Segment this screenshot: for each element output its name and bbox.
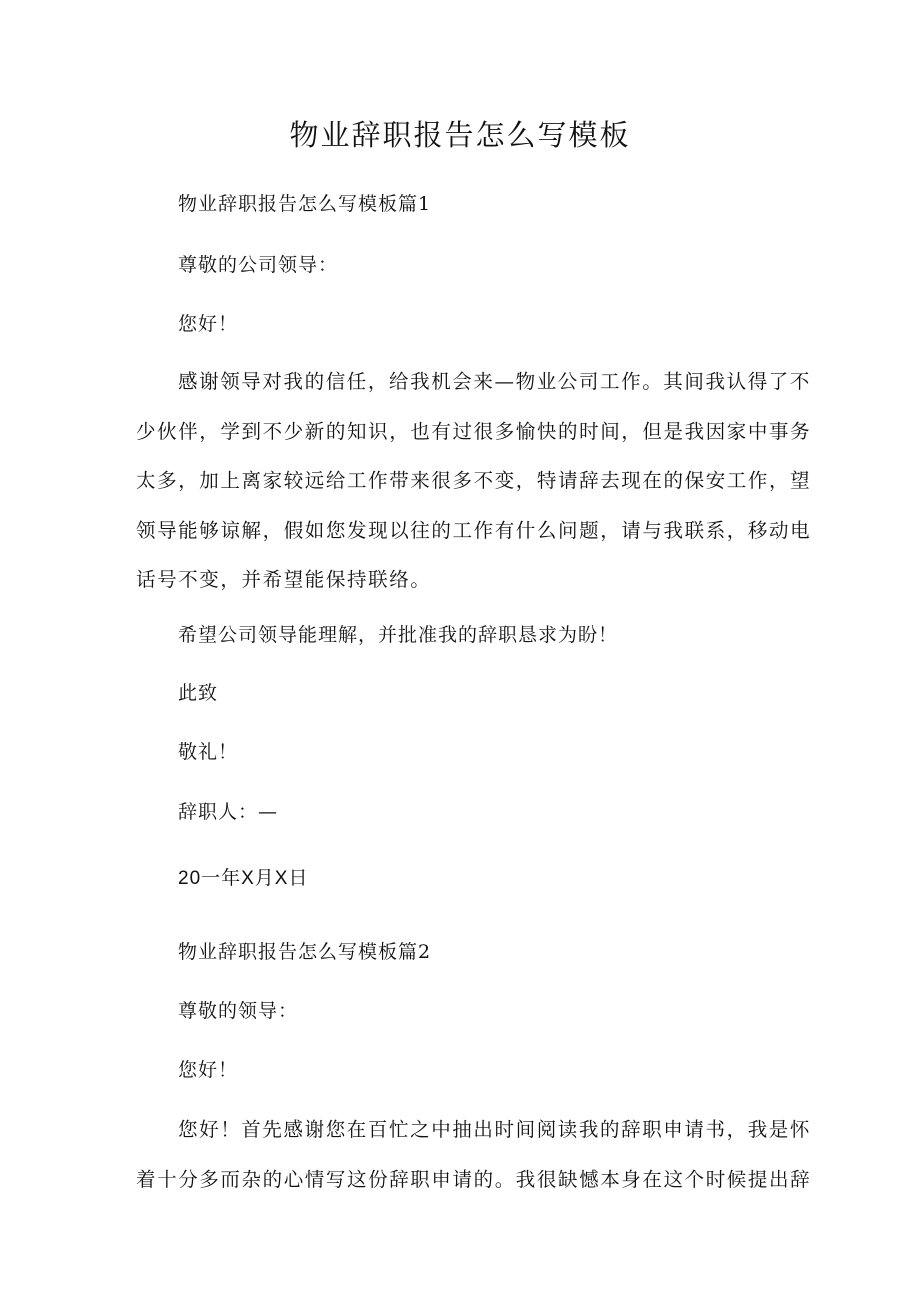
- section-1-body-line-3: 太多，加上离家较远给工作带来很多不变，特请辞去现在的保安工作，望: [136, 469, 812, 492]
- section-1-date: 20一年X月X日: [178, 868, 309, 889]
- section-1-body-line-4: 领导能够谅解，假如您发现以往的工作有什么问题，请与我联系，移动电: [136, 518, 812, 542]
- section-2-heading: 物业辞职报告怎么写模板篇2: [178, 941, 432, 963]
- section-1-hope: 希望公司领导能理解，并批准我的辞职恳求为盼！: [178, 624, 619, 646]
- section-1-body: [136, 357, 812, 605]
- section-2-body: [136, 1105, 812, 1204]
- section-1-body-line-2: 少伙伴，学到不少新的知识，也有过很多愉快的时间，但是我因家中事务: [136, 419, 812, 443]
- section-1-closing-1: 此致: [178, 682, 219, 704]
- document-title: 物业辞职报告怎么写模板: [289, 118, 631, 152]
- section-2-body-line-2: 着十分多而杂的心情写这份辞职申请的。我很缺憾本身在这个时候提出辞: [136, 1167, 812, 1191]
- section-1-body-line-1: 感谢领导对我的信任，给我机会来—物业公司工作。其间我认得了不: [178, 370, 812, 393]
- section-1-body-line-5: 话号不变，并希望能保持联络。: [136, 568, 432, 591]
- section-1-heading: 物业辞职报告怎么写模板篇1: [178, 193, 432, 215]
- section-1-salutation: 尊敬的公司领导：: [178, 254, 339, 276]
- section-2-greeting: 您好！: [178, 1059, 239, 1081]
- section-2-body-line-1: 您好！首先感谢您在百忙之中抽出时间阅读我的辞职申请书，我是怀: [178, 1118, 812, 1141]
- section-2-salutation: 尊敬的领导：: [178, 1000, 299, 1022]
- section-1-closing-2: 敬礼！: [178, 741, 239, 763]
- section-1-greeting: 您好！: [178, 313, 239, 335]
- section-1-signer: 辞职人：—: [178, 801, 279, 823]
